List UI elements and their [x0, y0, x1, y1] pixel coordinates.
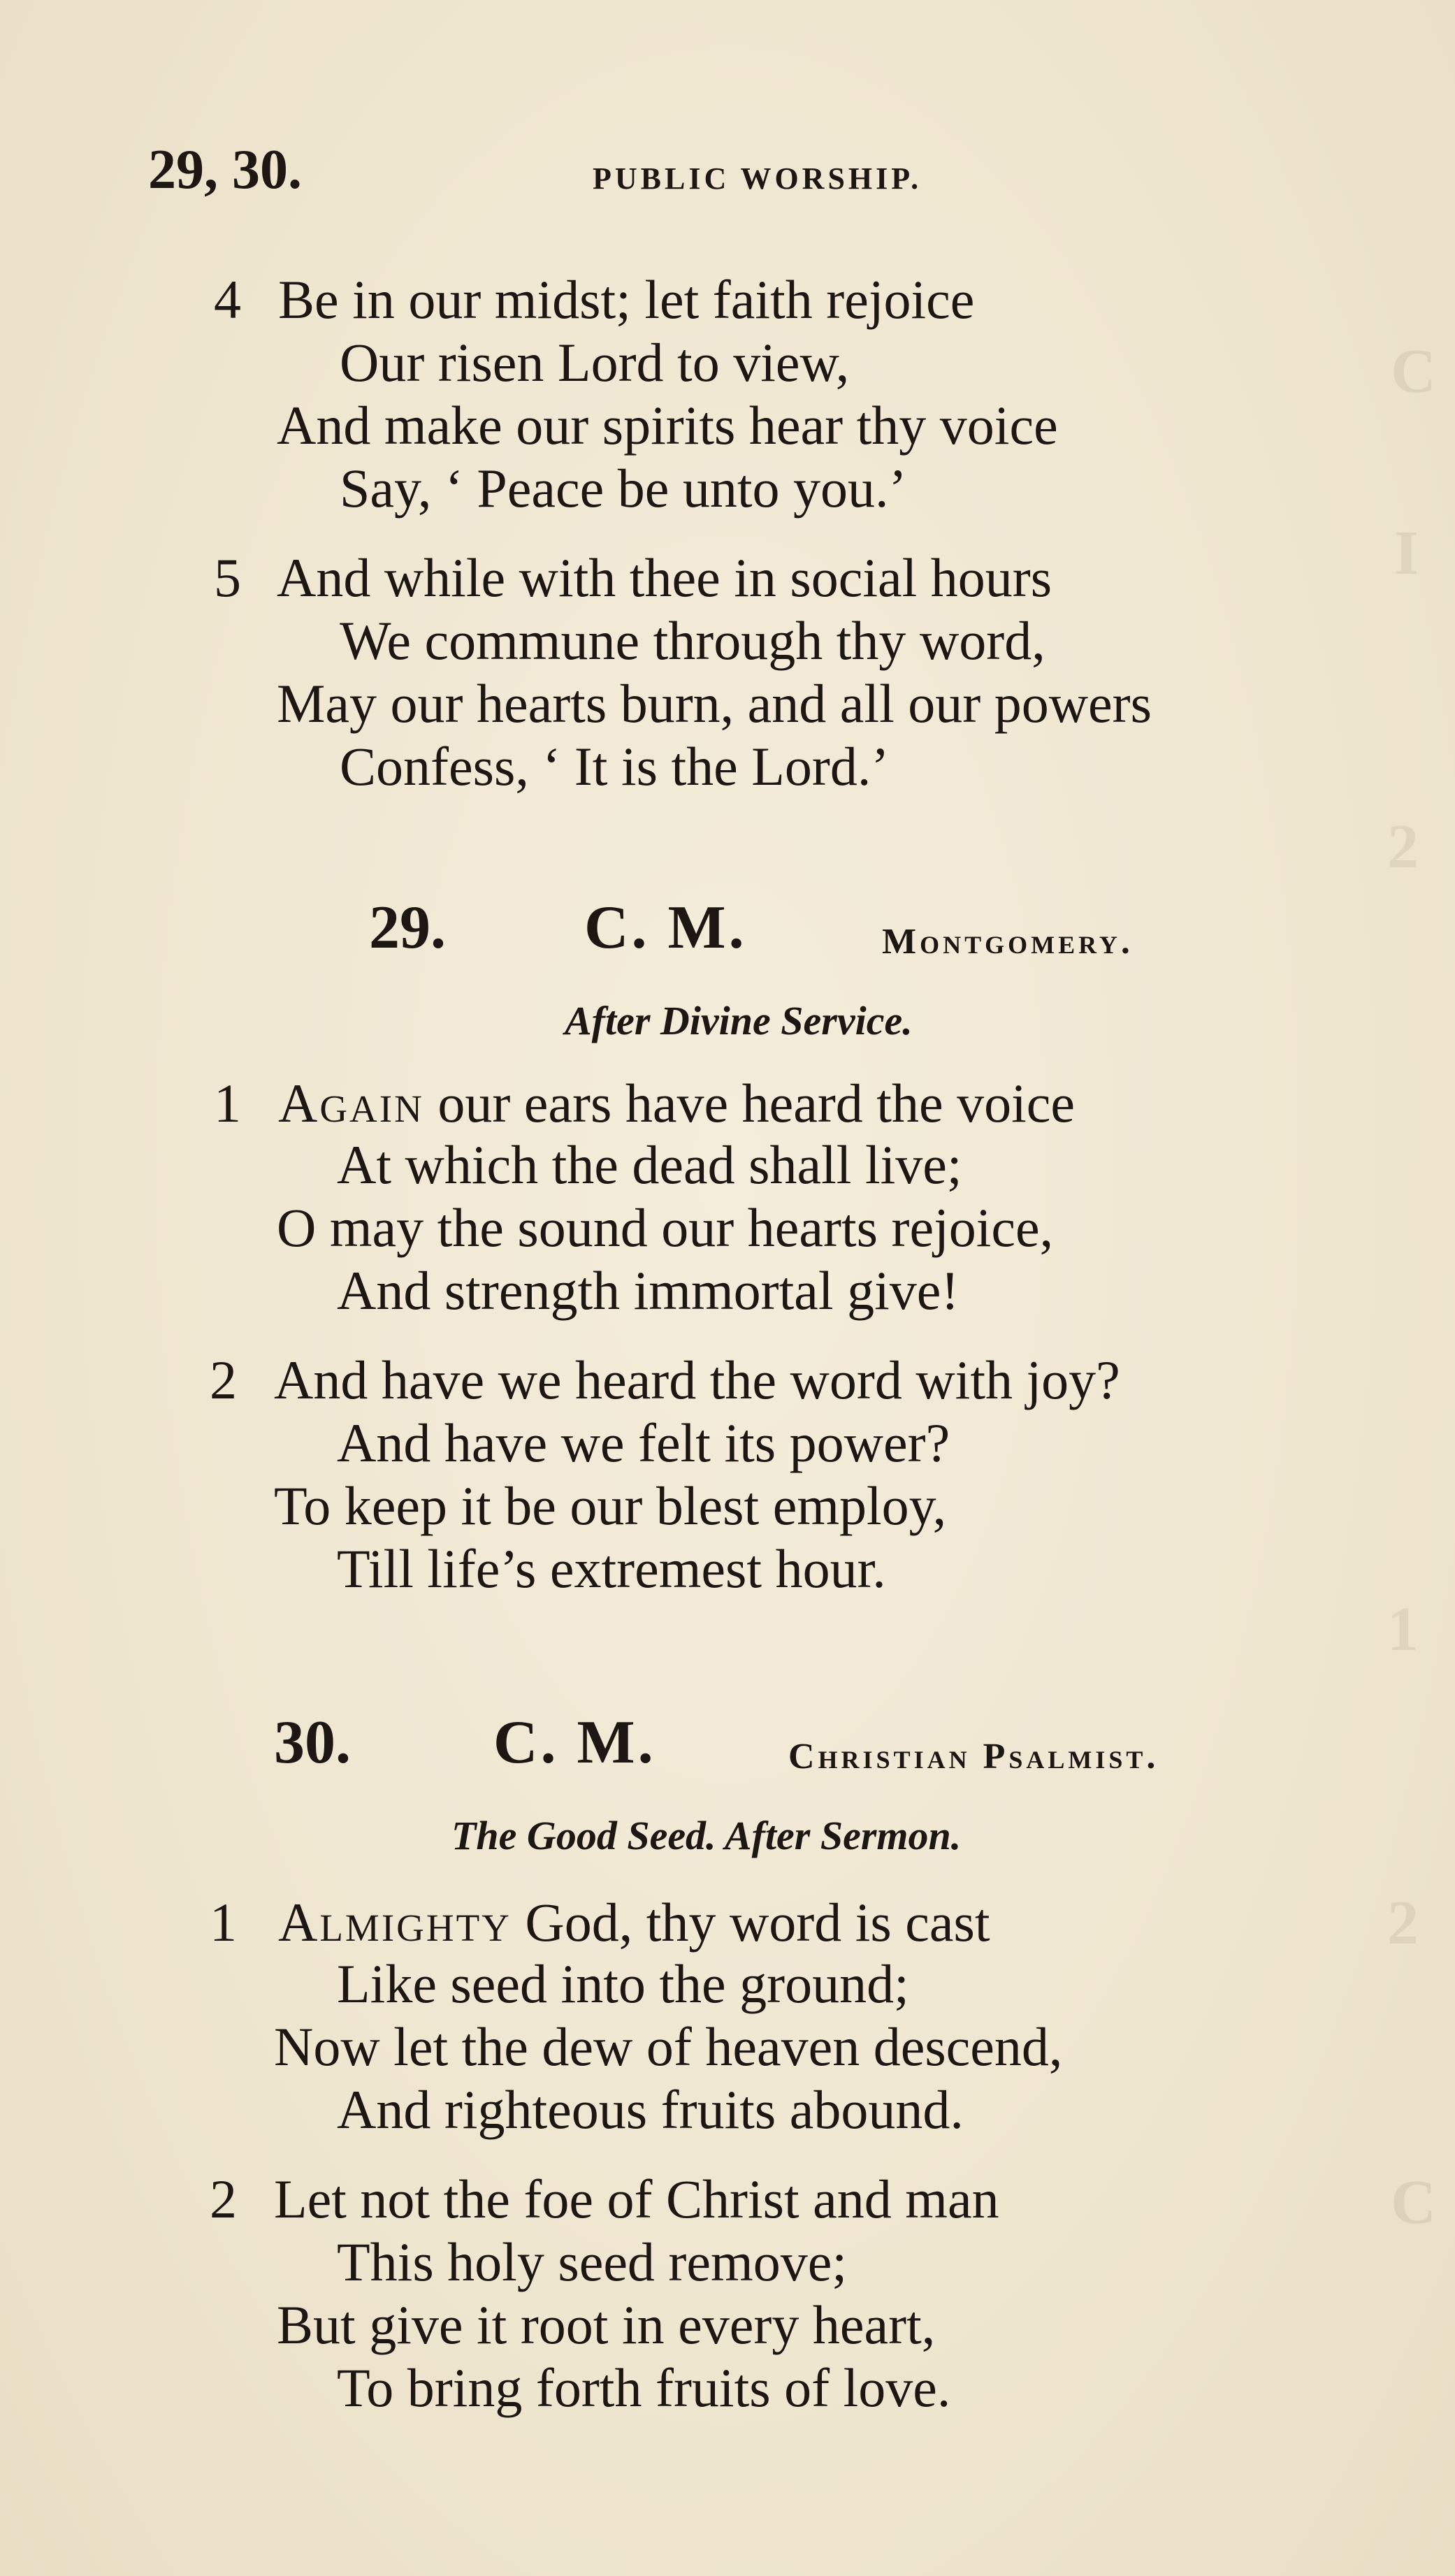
verse-number: 2: [210, 2169, 237, 2229]
verse-line: Like seed into the ground;: [337, 1953, 909, 2014]
verse-line: And have we felt its power?: [337, 1412, 950, 1473]
verse-line: And strength immortal give!: [337, 1260, 960, 1321]
running-title: PUBLIC WORSHIP.: [593, 161, 922, 196]
hymn-meter: C. M.: [584, 894, 747, 962]
verse-line: We commune through thy word,: [340, 610, 1045, 671]
hymn-author: Montgomery.: [882, 922, 1134, 962]
hymn-number: 29.: [369, 894, 446, 962]
verse-number: 1: [214, 1073, 241, 1134]
verse-first-line-rest: God, thy word is cast: [511, 1892, 990, 1953]
verse-line: Say, ‘ Peace be unto you.’: [340, 458, 907, 519]
hymn-subtitle: The Good Seed. After Sermon.: [451, 1813, 962, 1858]
verse-first-word: Almighty: [278, 1892, 512, 1953]
verse-line: And righteous fruits abound.: [337, 2079, 964, 2140]
verse-line: And have we heard the word with joy?: [274, 1349, 1120, 1410]
verse-line: Be in our midst; let faith rejoice: [278, 269, 975, 330]
show-through-mark: 1: [1387, 1595, 1419, 1664]
verse-line: Confess, ‘ It is the Lord.’: [340, 736, 890, 797]
verse-line: Till life’s extremest hour.: [337, 1538, 886, 1599]
verse-line: To keep it be our blest employ,: [274, 1475, 947, 1536]
verse-number: 1: [210, 1892, 237, 1953]
verse-line: Our risen Lord to view,: [340, 332, 850, 393]
show-through-mark: I: [1394, 519, 1419, 588]
verse-line: At which the dead shall live;: [337, 1134, 962, 1195]
verse-first-line: [278, 1073, 1076, 1134]
verse-first-line-rest: our ears have heard the voice: [424, 1073, 1076, 1134]
hymn-number: 30.: [274, 1709, 351, 1777]
verse-line: But give it root in every heart,: [277, 2294, 936, 2355]
verse-number: 2: [210, 1349, 237, 1410]
show-through-mark: 2: [1387, 812, 1419, 881]
verse-line: To bring forth fruits of love.: [337, 2357, 951, 2418]
verse-line: And make our spirits hear thy voice: [277, 395, 1058, 456]
show-through-mark: 2: [1387, 1888, 1419, 1958]
verse-first-word: Again: [278, 1073, 424, 1134]
verse-number: 4: [214, 269, 241, 330]
verse-line: Now let the dew of heaven descend,: [274, 2016, 1063, 2077]
hymn-meter: C. M.: [493, 1709, 656, 1777]
verse-line: This holy seed remove;: [337, 2231, 847, 2292]
show-through-mark: C: [1391, 2168, 1436, 2237]
show-through-mark: C: [1391, 337, 1436, 406]
verse-line: And while with thee in social hours: [277, 547, 1052, 608]
verse-line: Let not the foe of Christ and man: [274, 2169, 999, 2229]
hymn-subtitle: After Divine Service.: [565, 998, 913, 1043]
verse-first-line: [278, 1892, 990, 1953]
verse-number: 5: [214, 547, 241, 608]
hymn-author: Christian Psalmist.: [788, 1737, 1159, 1777]
page-numbers: 29, 30.: [148, 139, 302, 201]
verse-line: May our hearts burn, and all our powers: [277, 673, 1152, 734]
verse-line: O may the sound our hearts rejoice,: [277, 1197, 1054, 1258]
